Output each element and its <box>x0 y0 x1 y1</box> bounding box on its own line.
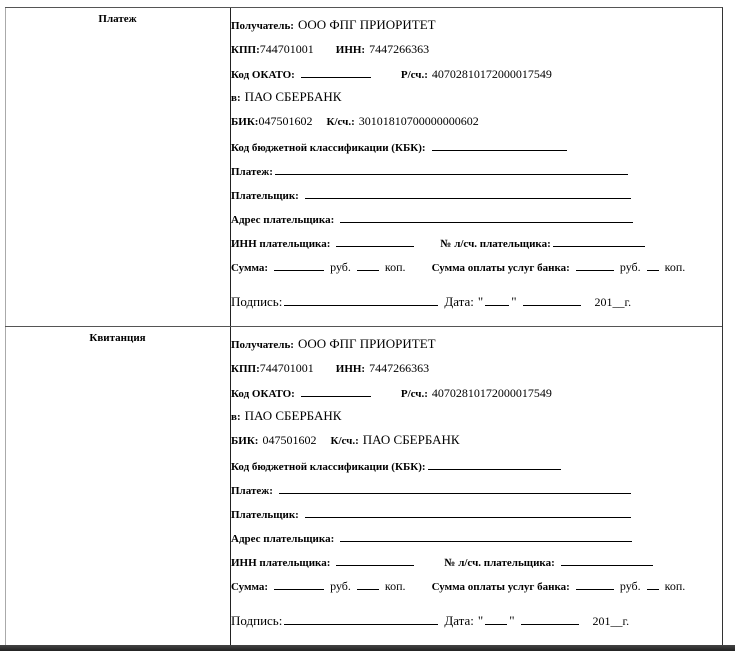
date-quote-close: " <box>511 294 517 309</box>
sum-rub-field[interactable] <box>274 259 324 271</box>
payer-inn-label: ИНН плательщика: <box>231 238 331 250</box>
signature-label: Подпись: <box>231 294 283 309</box>
payer-account-field[interactable] <box>561 554 653 566</box>
payer-inn-row <box>231 235 647 251</box>
corr-account-label: К/сч.: <box>326 116 355 128</box>
bank-fee-kop-field[interactable] <box>647 578 659 590</box>
date-quote-close: " <box>509 613 515 628</box>
inn-label: ИНН: <box>335 363 366 375</box>
bank-value: ПАО СБЕРБАНК <box>244 408 342 423</box>
bottom-edge <box>0 645 735 651</box>
payer-address-row <box>231 211 635 227</box>
table-left-border <box>5 8 6 648</box>
bank-fee-rub-label: руб. <box>619 260 641 274</box>
sum-row <box>231 578 685 594</box>
bank-label: в: <box>231 411 241 423</box>
date-quote-open: " <box>477 613 484 628</box>
payer-address-row <box>231 530 634 546</box>
payer-label: Плательщик: <box>231 190 299 202</box>
bank-value: ПАО СБЕРБАНК <box>244 89 342 104</box>
payment-row <box>231 163 630 179</box>
date-quote-open: " <box>477 294 484 309</box>
section-title-payment: Платеж <box>98 13 137 25</box>
kbk-label: Код бюджетной классификации (КБК): <box>231 142 426 154</box>
kop-label: коп. <box>384 260 406 274</box>
okato-account-row <box>231 66 552 82</box>
payer-row <box>231 187 633 203</box>
bank-fee-kop-label: коп. <box>664 260 686 274</box>
payer-inn-row <box>231 554 655 570</box>
bik-corr-row <box>231 114 479 129</box>
payment-label: Платеж: <box>231 166 273 178</box>
kpp-label: КПП: <box>231 44 260 56</box>
payer-inn-field[interactable] <box>336 235 414 247</box>
rub-label: руб. <box>330 579 351 593</box>
kop-label: коп. <box>384 579 406 593</box>
bik-value: 047501602 <box>262 433 317 447</box>
signature-field[interactable] <box>284 294 438 306</box>
kbk-row <box>231 458 563 474</box>
bank-fee-label: Сумма оплаты услуг банка: <box>431 262 570 274</box>
bank-fee-kop-field[interactable] <box>647 259 659 271</box>
payment-form-table <box>5 7 723 648</box>
date-month-field[interactable] <box>523 294 581 306</box>
date-year: 201__г. <box>594 295 632 309</box>
payment-label: Платеж: <box>231 485 273 497</box>
kpp-inn-row <box>231 42 429 57</box>
recipient-row <box>231 337 436 352</box>
date-day-field[interactable] <box>485 294 509 306</box>
bank-row <box>231 90 341 105</box>
okato-label: Код ОКАТО: <box>231 69 295 81</box>
account-label: Р/сч.: <box>400 69 428 81</box>
signature-row <box>231 294 631 309</box>
okato-label: Код ОКАТО: <box>231 388 295 400</box>
bik-corr-row <box>231 433 460 448</box>
bik-label: БИК: <box>231 435 259 447</box>
bik-label: БИК: <box>231 116 259 128</box>
payer-account-field[interactable] <box>553 235 645 247</box>
corr-account-value: ПАО СБЕРБАНК <box>362 432 460 447</box>
sum-label: Сумма: <box>231 262 269 274</box>
bank-fee-rub-field[interactable] <box>576 259 614 271</box>
bank-row <box>231 409 341 424</box>
payer-address-label: Адрес плательщика: <box>231 214 335 226</box>
inn-value: 7447266363 <box>369 42 430 56</box>
corr-account-label: К/сч.: <box>330 435 359 447</box>
okato-account-row <box>231 385 552 401</box>
kpp-label: КПП: <box>231 363 260 375</box>
corr-account-value: 30101810700000000602 <box>358 114 479 128</box>
inn-label: ИНН: <box>335 44 366 56</box>
sum-row <box>231 259 685 275</box>
bank-fee-kop-label: коп. <box>664 579 686 593</box>
rub-label: руб. <box>330 260 351 274</box>
payer-address-field[interactable] <box>340 211 633 223</box>
payment-field[interactable] <box>279 482 631 494</box>
payer-account-label: № л/сч. плательщика: <box>440 238 551 250</box>
recipient-value: ООО ФПГ ПРИОРИТЕТ <box>297 336 436 351</box>
date-label: Дата: <box>444 613 474 628</box>
payer-inn-label: ИНН плательщика: <box>231 557 331 569</box>
kpp-value: 744701001 <box>259 361 314 375</box>
date-day-field[interactable] <box>485 613 507 625</box>
bank-label: в: <box>231 92 241 104</box>
account-value: 40702810172000017549 <box>431 67 552 81</box>
bank-fee-label: Сумма оплаты услуг банка: <box>431 581 570 593</box>
sum-label: Сумма: <box>231 581 269 593</box>
payment-field[interactable] <box>275 163 628 175</box>
kbk-label: Код бюджетной классификации (КБК): <box>231 461 426 473</box>
bik-value: 047501602 <box>258 114 313 128</box>
signature-field[interactable] <box>284 613 438 625</box>
payer-inn-field[interactable] <box>336 554 414 566</box>
date-year: 201__г. <box>592 614 630 628</box>
account-label: Р/сч.: <box>400 388 428 400</box>
recipient-value: ООО ФПГ ПРИОРИТЕТ <box>297 17 436 32</box>
payer-field[interactable] <box>305 187 631 199</box>
date-label: Дата: <box>444 294 474 309</box>
sum-rub-field[interactable] <box>274 578 324 590</box>
signature-row <box>231 613 629 628</box>
payer-address-label: Адрес плательщика: <box>231 533 335 545</box>
sum-kop-field[interactable] <box>357 578 379 590</box>
account-value: 40702810172000017549 <box>431 386 552 400</box>
section-title-receipt: Квитанция <box>89 332 146 344</box>
date-month-field[interactable] <box>521 613 579 625</box>
bank-fee-rub-label: руб. <box>619 579 641 593</box>
kpp-inn-row <box>231 361 429 376</box>
row-divider <box>5 326 722 327</box>
okato-field[interactable] <box>301 385 371 397</box>
payer-field[interactable] <box>305 506 631 518</box>
okato-field[interactable] <box>301 66 371 78</box>
bank-fee-rub-field[interactable] <box>576 578 614 590</box>
payment-row <box>231 482 633 498</box>
payer-row <box>231 506 633 522</box>
payer-label: Плательщик: <box>231 509 299 521</box>
recipient-label: Получатель: <box>231 339 294 351</box>
kpp-value: 744701001 <box>259 42 314 56</box>
kbk-row <box>231 139 569 155</box>
recipient-label: Получатель: <box>231 20 294 32</box>
payer-account-label: № л/сч. плательщика: <box>444 557 555 569</box>
kbk-field[interactable] <box>432 139 567 151</box>
recipient-row <box>231 18 436 33</box>
payer-address-field[interactable] <box>340 530 632 542</box>
sum-kop-field[interactable] <box>357 259 379 271</box>
kbk-field[interactable] <box>428 458 561 470</box>
inn-value: 7447266363 <box>369 361 430 375</box>
signature-label: Подпись: <box>231 613 283 628</box>
